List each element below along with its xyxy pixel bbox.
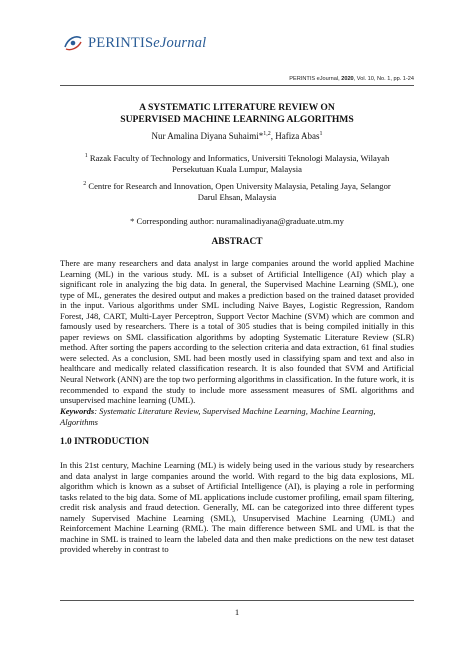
keywords-text: : Systematic Literature Review, Supervised Machine Learning, Machine Learning, Algorithms — [60, 406, 376, 427]
journal-citation: PERINTIS eJournal, 2020, Vol. 10, No. 1, pp. 1-24 — [289, 76, 414, 82]
corresponding-author: * Corresponding author: nuramalinadiyana@graduate.utm.my — [130, 216, 344, 226]
affiliation-1: $^1$ Razak Faculty of Technology and Informatics, Universiti Teknologi Malaysia, Wilayah Persekutuan Kuala Lumpur, Malaysia — [84, 153, 390, 174]
perintis-swirl-icon — [62, 32, 84, 54]
author-list: Nur Amalina Diyana Suhaimi*$^{1,2}$, Hafiza Abas$^1$ — [151, 131, 323, 141]
introduction-text: In this 21st century, Machine Learning (ML) is widely being used in the various study by researchers and data analyst in large companies around the world. With regard to the big data explosions, ML algorithm which is known as a subset of Artificial Intelligence (AI), is playing a role in performing tasks related to the big data. Some of ML applications include customer profiling, email spam filtering, credit risk analysis and fraud detection. Generally, ML can be categorized into three different types namely Supervised Machine Learning (SML), Unsupervised Machine Learning (UML) and Reinforcement Machine Learning (RML). The main difference between SML and UML is that the machine in SML is trained to learn the labeled data and then make predictions on the new test dataset provided whereby in contrast to — [60, 460, 414, 555]
keywords-label: Keywords — [60, 406, 95, 416]
section-heading-introduction: 1.0 INTRODUCTION — [60, 437, 150, 447]
keywords — [60, 406, 414, 427]
journal-header — [0, 0, 474, 90]
paper-title: A SYSTEMATIC LITERATURE REVIEW ON SUPERVISED MACHINE LEARNING ALGORITHMS — [120, 102, 354, 125]
header-divider — [60, 85, 414, 86]
page-number: 1 — [234, 607, 240, 617]
abstract-heading: ABSTRACT — [211, 237, 263, 247]
affiliation-2: $^2$ Centre for Research and Innovation, Open University Malaysia, Petaling Jaya, Selangor Darul Ehsan, Malaysia — [83, 181, 391, 202]
footer-divider — [60, 600, 414, 601]
journal-logo — [62, 32, 206, 54]
abstract-text: There are many researchers and data analyst in large companies around the world applied Machine Learning (ML) in the various study. ML is a subset of Artificial Intelligence (AI) which play a significant role in analyzing the big data. In general, the Supervised Machine Learning (SML), one type of ML, generates the desired output and makes a prediction based on the trained dataset provided in the input. Various algorithms under SML including Naive Bayes, Logistic Regression, Random Forest, J48, CART, Multi-Layer Perceptron, Support Vector Machine (SVM) which are common and famously used by researchers. There is a total of 305 studies that is being compiled initially in this paper reviews on SML classification algorithms by adopting Systematic Literature Review (SLR) method. After sorting the papers according to the selection criteria and data extraction, 61 final studies were selected. As a conclusion, SML had been mostly used in classifying spam and text and also in healthcare and medically related classification research. It is also founded that SVM and Artificial Neural Network (ANN) are the top two performing algorithms in classification. In the future work, it is recommended to expand the study to include more assessment measures of SML algorithms and unsupervised machine learning (UML). — [60, 258, 414, 406]
journal-name: PERINTISeJournal — [88, 34, 207, 51]
